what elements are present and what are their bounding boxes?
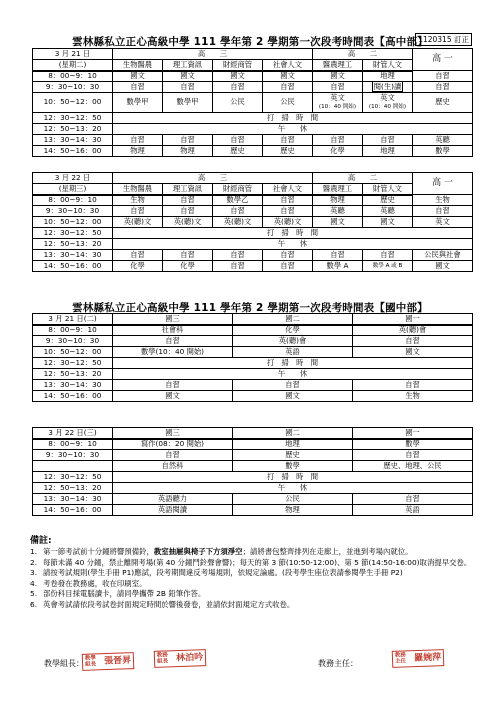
exam-cell: 歷史 [413, 93, 473, 113]
time-cell: 9：30~10：30 [33, 82, 113, 93]
note-item [30, 600, 478, 611]
exam-cell: 數學甲 [163, 93, 213, 113]
note-number: 1. [30, 547, 38, 556]
exam-cell: 數學 A [313, 261, 363, 272]
note-text: 英會考試請依段考試卷封面規定時間於響後發卷，並請依封面規定方式收卷。 [43, 599, 295, 609]
note-emphasis: 教室抽屜與椅子下方須淨空 [153, 547, 243, 556]
exam-cell: 數學 [233, 461, 353, 472]
grade-header: 國一 [353, 314, 473, 325]
break-cell: 午 休 [113, 239, 473, 250]
exam-cell: 自習 [213, 250, 263, 261]
exam-cell: 自習 [113, 206, 163, 217]
date-cell: 3 月 22 日(三) [33, 428, 113, 439]
exam-cell: 英語 [233, 347, 353, 358]
exam-cell-text: 閱(生)讀 [373, 81, 402, 91]
exam-cell: 自習 [163, 206, 213, 217]
stamp-name: 張晉昇 [103, 655, 132, 667]
note-text: 部份科目採電腦讀卡，請同學攜帶 2B 鉛筆作答。 [43, 589, 206, 599]
exam-cell: 自習 [263, 135, 313, 146]
stamp-title: 教學組長 [84, 655, 97, 668]
break-cell: 午 休 [113, 483, 473, 494]
exam-cell: 地理 [233, 439, 353, 450]
exam-cell: 英(聽)會 [233, 336, 353, 347]
weekday-cell: (星期三) [33, 184, 113, 195]
time-cell: 14：50~16：00 [33, 146, 113, 157]
exam-cell: 自習 [113, 82, 163, 93]
time-cell: 12：50~13：20 [33, 369, 113, 380]
time-cell: 14：50~16：00 [33, 505, 113, 516]
stamp-name: 林泊吟 [175, 652, 204, 664]
subgroup: 理工資訊 [163, 184, 213, 195]
exam-cell: 歷史 [363, 195, 413, 206]
exam-cell: 自習 [413, 71, 473, 82]
exam-cell: 自習 [213, 135, 263, 146]
exam-cell: 歷史、地理、公民 [353, 461, 473, 472]
stamp-title: 教務主任 [394, 652, 407, 665]
exam-cell: 國文 [233, 391, 353, 402]
exam-cell: 自然科 [113, 461, 233, 472]
time-cell: 12：50~13：20 [33, 124, 113, 135]
exam-cell: 自習 [263, 82, 313, 93]
exam-cell: 自習 [233, 380, 353, 391]
exam-cell: 數學甲 [113, 93, 163, 113]
exam-cell: 自習 [163, 250, 213, 261]
note-text: 每節未滿 40 分鐘，禁止離開考場(第 40 分鐘鬥鈴聲會響)；每天的第 3 節(10:50-12:00)、第 5 節(14:50-16:00)取消提早交卷。 [43, 557, 472, 567]
grade-header-g2: 高 二 [313, 49, 413, 60]
exam-cell: 數學乙 [213, 195, 263, 206]
exam-cell: 英聽 [363, 206, 413, 217]
exam-cell: 化學 [163, 261, 213, 272]
exam-cell: 生物 [113, 195, 163, 206]
grade-header: 國三 [113, 428, 233, 439]
time-cell: 13：30~14：30 [33, 250, 113, 261]
note-item [30, 568, 478, 579]
exam-cell: 國文 [363, 217, 413, 228]
exam-note: (10：40 開始) [368, 103, 407, 110]
time-cell: 8：00~9：10 [33, 195, 113, 206]
exam-cell: 自習 [413, 206, 473, 217]
exam-cell: 公民 [233, 494, 353, 505]
note-number: 3. [30, 568, 38, 578]
exam-cell: 公民 [213, 93, 263, 113]
time-cell: 13：30~14：30 [33, 494, 113, 505]
exam-cell: 自習 [263, 261, 313, 272]
time-cell: 9：30~10：30 [33, 336, 113, 347]
exam-cell: 自習 [363, 250, 413, 261]
exam-cell: 自習 [413, 82, 473, 93]
time-cell: 9：30~10：30 [33, 450, 113, 461]
exam-cell: 生物 [353, 391, 473, 402]
exam-cell: 自習 [353, 494, 473, 505]
break-cell: 午 休 [113, 124, 473, 135]
exam-cell: 地理 [363, 71, 413, 82]
exam-cell: 英聽 [413, 135, 473, 146]
time-cell: 8：00~9：10 [33, 71, 113, 82]
exam-cell: 寫作(08：20 開始) [113, 439, 233, 450]
exam-cell: 物理 [113, 146, 163, 157]
exam-cell: 英語聽力 [113, 494, 233, 505]
exam-cell: 化學 [233, 325, 353, 336]
note-item [30, 579, 478, 590]
break-cell: 午 休 [113, 369, 473, 380]
exam-cell: 自習 [113, 450, 233, 461]
exam-cell-text: 英文 [380, 93, 395, 102]
exam-cell: 自習 [363, 135, 413, 146]
exam-cell: 自習 [313, 135, 363, 146]
time-cell: 14：50~16：00 [33, 391, 113, 402]
time-cell: 9：30~10：30 [33, 206, 113, 217]
exam-cell: 國文 [313, 217, 363, 228]
grade-header: 國三 [113, 314, 233, 325]
exam-cell: 公民與社會 [413, 250, 473, 261]
exam-cell: 自習 [213, 206, 263, 217]
note-number: 5. [30, 589, 38, 599]
exam-cell: 歷史 [213, 146, 263, 157]
note-number: 4. [30, 578, 38, 588]
date-cell: 3 月 22 日 [33, 173, 113, 184]
director-signature-label: 教務主任： [318, 659, 358, 668]
exam-cell: 英(聽)會 [353, 325, 473, 336]
revision-date: 1120315 訂正 [415, 33, 472, 46]
exam-cell: 自習 [313, 82, 363, 93]
exam-cell: 英文 [413, 217, 473, 228]
exam-note: (10：40 開始) [318, 103, 357, 110]
note-item [30, 589, 478, 600]
time-cell: 8：00~9：10 [33, 439, 113, 450]
grade-header-g3: 高 三 [113, 173, 313, 184]
subgroup: 醫農理工 [313, 60, 363, 71]
note-text: 第一節考試前十分鐘將響預備鈴， [43, 547, 154, 556]
time-cell: 12：30~12：50 [33, 358, 113, 369]
subgroup: 財管人文 [363, 184, 413, 195]
exam-cell: 國文 [313, 71, 363, 82]
exam-cell: 數學 A 或 B [363, 261, 413, 272]
time-cell: 12：30~12：50 [33, 113, 113, 124]
note-number: 6. [30, 599, 38, 609]
time-cell: 12：30~12：50 [33, 472, 113, 483]
exam-cell: 自習 [113, 135, 163, 146]
exam-cell: 自習 [263, 206, 313, 217]
time-cell: 10：50~12：00 [33, 217, 113, 228]
exam-cell: 歷史 [233, 450, 353, 461]
exam-cell: 自習 [113, 380, 233, 391]
exam-cell: 自習 [353, 450, 473, 461]
exam-cell [363, 93, 413, 113]
senior-day1-table [32, 48, 473, 157]
notes-heading: 備註: [30, 536, 52, 546]
grade-header: 國二 [233, 314, 353, 325]
break-cell: 打 掃 時 間 [113, 472, 473, 483]
exam-cell: 自習 [263, 195, 313, 206]
date-cell: 3 月 21 日(二) [33, 314, 113, 325]
time-cell: 12：50~13：20 [33, 483, 113, 494]
exam-cell: 英聽 [313, 206, 363, 217]
subgroup: 醫農理工 [313, 184, 363, 195]
exam-cell [313, 93, 363, 113]
exam-cell: 地理 [363, 146, 413, 157]
exam-cell: 化學 [313, 146, 363, 157]
time-cell: 12：50~13：20 [33, 239, 113, 250]
junior-day2-table [32, 427, 473, 516]
subgroup: 生物醫農 [113, 60, 163, 71]
exam-cell: 歷史 [263, 146, 313, 157]
grade-header-g1: 高 一 [413, 49, 473, 71]
time-cell [33, 461, 113, 472]
exam-cell: 自習 [353, 336, 473, 347]
exam-cell: 物理 [163, 146, 213, 157]
exam-cell: 國文 [413, 261, 473, 272]
exam-cell: 自習 [163, 135, 213, 146]
break-cell: 打 掃 時 間 [113, 228, 473, 239]
exam-cell: 公民 [263, 93, 313, 113]
note-text: 請按考試規則(學生手冊 P1)應試，段考期間違反考場規則，依規定論處。(段考學生座位表請參閱學生手冊 P2) [43, 568, 403, 578]
weekday-cell: (星期二) [33, 60, 113, 71]
exam-cell: 國文 [353, 347, 473, 358]
subgroup: 理工資訊 [163, 60, 213, 71]
date-cell: 3 月 21 日 [33, 49, 113, 60]
subgroup: 社會人文 [263, 60, 313, 71]
stamp-title: 教務組長 [156, 652, 169, 665]
exam-cell: 物理 [233, 505, 353, 516]
exam-cell: 英(聽)文 [213, 217, 263, 228]
time-cell: 13：30~14：30 [33, 135, 113, 146]
grade-header-g3: 高 三 [113, 49, 313, 60]
exam-cell [363, 82, 413, 93]
grade-header: 國一 [353, 428, 473, 439]
note-number: 2. [30, 557, 38, 567]
subgroup: 生物醫農 [113, 184, 163, 195]
time-cell: 12：30~12：50 [33, 228, 113, 239]
senior-title: 雲林縣私立正心高級中學 111 學年第 2 學期第一次段考時間表【高中部】 [72, 36, 428, 48]
exam-cell: 物理 [313, 195, 363, 206]
exam-cell: 自習 [213, 82, 263, 93]
exam-cell: 英(聽)文 [163, 217, 213, 228]
exam-cell: 自習 [263, 250, 313, 261]
exam-cell: 自習 [313, 250, 363, 261]
note-text: 考卷發在教務處，收在印刷室。 [43, 578, 147, 588]
subgroup: 社會人文 [263, 184, 313, 195]
time-cell: 10：50~12：00 [33, 347, 113, 358]
exam-cell: 化學 [113, 261, 163, 272]
grade-header-g1: 高 一 [413, 173, 473, 195]
subgroup: 財經商管 [213, 184, 263, 195]
exam-cell: 自習 [213, 261, 263, 272]
exam-cell: 生物 [413, 195, 473, 206]
exam-cell-text: 英文 [330, 93, 345, 102]
exam-cell: 英語 [353, 505, 473, 516]
time-cell: 14：50~16：00 [33, 261, 113, 272]
note-text: ；請將書包整齊排列在走廊上，並進到考場內就位。 [242, 547, 413, 556]
seal-stamp-2 [154, 649, 207, 667]
time-cell: 8：00~9：10 [33, 325, 113, 336]
exam-cell: 數學(10：40 開始) [113, 347, 233, 358]
seal-stamp-1 [82, 652, 135, 670]
grade-header-g2: 高 二 [313, 173, 413, 184]
exam-cell: 自習 [163, 82, 213, 93]
academic-signature-label: 教學組長： [44, 659, 84, 668]
note-item [30, 558, 478, 569]
exam-cell: 英(聽)文 [113, 217, 163, 228]
exam-cell: 自習 [113, 250, 163, 261]
exam-cell: 英(聽)文 [263, 217, 313, 228]
junior-title: 雲林縣私立正心高級中學 111 學年第 2 學期第一次段考時間表【國中部】 [72, 302, 428, 314]
exam-cell: 國文 [263, 71, 313, 82]
note-item [30, 547, 478, 558]
exam-cell: 自習 [353, 380, 473, 391]
grade-header: 國二 [233, 428, 353, 439]
break-cell: 打 掃 時 間 [113, 113, 473, 124]
subgroup: 財管人文 [363, 60, 413, 71]
exam-cell: 國文 [113, 391, 233, 402]
break-cell: 打 掃 時 間 [113, 358, 473, 369]
exam-cell: 英語閱讀 [113, 505, 233, 516]
junior-day1-table [32, 313, 473, 402]
subgroup: 財經商管 [213, 60, 263, 71]
time-cell: 10：50~12：00 [33, 93, 113, 113]
exam-cell: 自習 [163, 195, 213, 206]
exam-cell: 國文 [113, 71, 163, 82]
notes-section [30, 535, 478, 611]
exam-cell: 自習 [113, 336, 233, 347]
senior-day2-table [32, 172, 473, 272]
exam-cell: 國文 [213, 71, 263, 82]
exam-cell: 國文 [163, 71, 213, 82]
exam-cell: 數學 [413, 146, 473, 157]
time-cell: 13：30~14：30 [33, 380, 113, 391]
stamp-name: 羅婉萍 [413, 652, 442, 664]
seal-stamp-3 [392, 649, 445, 667]
exam-cell: 數學 [353, 439, 473, 450]
exam-cell: 社會科 [113, 325, 233, 336]
